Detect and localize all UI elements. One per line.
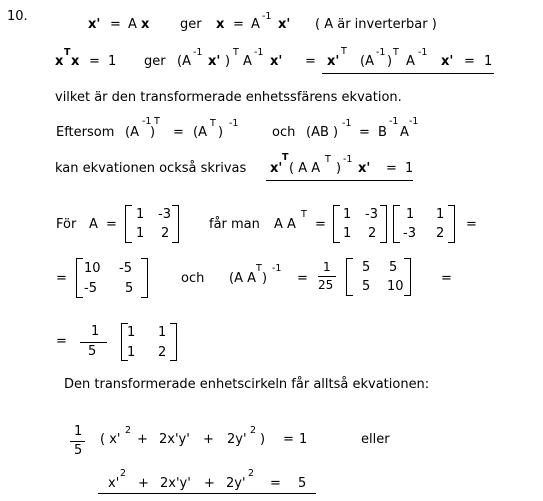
sentence-rewrite: kan ekvationen också skrivas [55,161,247,176]
och-word: och [272,125,296,140]
matrix-entry: -5 [84,281,97,296]
matrix-a: A [128,17,137,32]
product-aa: A A [274,217,296,232]
term-2xy: 2x'y' [159,432,190,447]
far-man-word: får man [209,217,260,232]
equals: = [173,125,184,140]
equals: = [270,476,281,491]
x-prime: x' [278,17,291,32]
for-word: För [56,217,77,232]
one: 1 [108,54,117,69]
x-vector: x [71,54,80,69]
x-prime: x' [441,54,454,69]
paren-aat: ( A A [289,161,321,176]
fraction-denominator: 5 [88,344,97,359]
matrix-entry: 1 [127,345,136,360]
plus: + [138,476,149,491]
inverse-exponent: -1 [418,47,428,58]
matrix-entry: 5 [362,279,371,294]
term-x: x' [108,476,120,491]
five: 5 [298,476,307,491]
matrix-entry: 1 [406,207,415,222]
inverse-exponent: -1 [142,116,152,127]
x-vector: x [55,54,64,69]
paren-a: (A [177,54,191,69]
transpose-exponent: T [210,118,216,129]
fraction-denominator: 5 [74,443,83,458]
matrix-at-entries [393,205,455,243]
x-prime: x' [88,17,101,32]
sentence-transformed-sphere: vilket är den transformerade enhetssfärens ekvation. [55,90,402,105]
one: 1 [484,54,493,69]
close-paren: ) [260,432,266,447]
underline [266,180,413,181]
fraction-bar [318,276,336,277]
problem-number: 10. [7,9,28,24]
inverse-exponent: -1 [389,116,399,127]
x-prime: x' [358,161,371,176]
matrix-entry: -5 [119,261,132,276]
matrix-a-entries [125,205,179,243]
matrix-a: A [243,54,252,69]
matrix-entry: -3 [158,207,171,222]
x-prime: x' [208,54,221,69]
underline [322,73,494,74]
equals: = [110,17,121,32]
close-paren: ) [218,125,224,140]
paren-a: (A [193,125,207,140]
transpose-exponent: T [256,263,262,274]
close-paren: ) [387,54,393,69]
matrix-entry: 5 [125,281,134,296]
close-paren: ) [150,125,156,140]
fraction-denominator: 25 [318,278,334,292]
transpose-exponent: T [233,47,239,58]
plus: + [204,476,215,491]
transpose-exponent: T [64,47,71,58]
term-2y: 2y' [226,476,246,491]
matrix-a: A [251,17,260,32]
matrix-entry: 2 [436,226,445,241]
x-prime: x' [327,54,340,69]
matrix-entry: 10 [387,279,404,294]
och-word: och [181,271,205,286]
matrix-entry: 2 [158,345,167,360]
paren-aat: (A A [229,271,256,286]
transpose-exponent: T [282,152,289,163]
equals: = [464,54,475,69]
matrix-entry: 2 [368,226,377,241]
matrix-entry: -3 [365,207,378,222]
matrix-entry: 1 [343,226,352,241]
underline [98,493,316,494]
matrix-a: A [400,125,409,140]
one: 1 [299,432,308,447]
matrix-aat-result [76,258,148,298]
matrix-entry: 1 [136,226,145,241]
transpose-exponent: T [301,209,307,220]
transpose-exponent: T [341,46,347,57]
equals: = [89,54,100,69]
sentence-transformed-circle: Den transformerade enhetscirkeln får alltså ekvationen: [64,377,430,392]
x-prime: x' [270,161,283,176]
transpose-exponent: T [393,47,399,58]
x-vector: x [216,17,225,32]
inverse-exponent: -1 [262,11,272,22]
eller-word: eller [361,432,390,447]
fraction-bar [70,441,85,442]
equals: = [315,217,326,232]
close-paren: ) [336,161,342,176]
fraction-bar [80,342,107,343]
close-paren: ) [225,54,231,69]
eftersom-word: Eftersom [56,125,115,140]
matrix-b: B [378,125,387,140]
matrix-entry: 5 [389,260,398,275]
transpose-exponent: T [154,116,160,127]
equals: = [386,161,397,176]
equals: = [283,432,294,447]
inverse-exponent: -1 [376,47,386,58]
x-vector: x [141,17,150,32]
equals: = [359,125,370,140]
term-2xy: 2x'y' [160,476,191,491]
inverse-exponent: -1 [343,154,353,165]
inverse-exponent: -1 [193,47,203,58]
equals: = [56,334,67,349]
one: 1 [405,161,414,176]
inverse-exponent: -1 [342,118,352,129]
close-paren: ) [262,271,268,286]
paren-a: (A [360,54,374,69]
matrix-a-entries [333,205,387,243]
ger-word: ger [144,54,166,69]
equals: = [466,217,477,232]
plus: + [203,432,214,447]
inverse-exponent: -1 [229,118,239,129]
fraction-numerator: 1 [74,424,83,439]
matrix-entry: 1 [436,207,445,222]
square-exponent: 2 [250,425,257,436]
paren-a: (A [125,125,139,140]
matrix-entry: 1 [343,207,352,222]
equals: = [305,54,316,69]
matrix-a: A [406,54,415,69]
equals: = [56,271,67,286]
ger-word: ger [180,17,202,32]
matrix-entry: -3 [403,226,416,241]
paren-ab: (AB ) [306,125,339,140]
inverse-exponent: -1 [409,116,419,127]
equals: = [106,217,117,232]
invertible-note: ( A är inverterbar ) [315,17,437,32]
inverse-exponent: -1 [272,263,282,274]
matrix-entry: 1 [158,325,167,340]
matrix-entry: 2 [161,226,170,241]
plus: + [137,432,148,447]
inverse-exponent: -1 [254,47,264,58]
fraction-numerator: 1 [91,324,100,339]
fraction-numerator: 1 [323,260,331,274]
matrix-entry: 5 [362,260,371,275]
equals: = [233,17,244,32]
matrix-entry: 1 [127,325,136,340]
equals: = [297,271,308,286]
square-exponent: 2 [120,468,127,479]
matrix-inverse-entries [346,258,411,296]
transpose-exponent: T [325,154,331,165]
paren-x: ( x' [100,432,121,447]
matrix-result-entries [121,323,177,361]
matrix-entry: 10 [84,261,101,276]
square-exponent: 2 [248,468,255,479]
matrix-entry: 1 [136,207,145,222]
equals: = [441,271,452,286]
x-prime: x' [270,54,283,69]
term-2y: 2y' [227,432,247,447]
matrix-a: A [89,217,98,232]
square-exponent: 2 [125,425,132,436]
